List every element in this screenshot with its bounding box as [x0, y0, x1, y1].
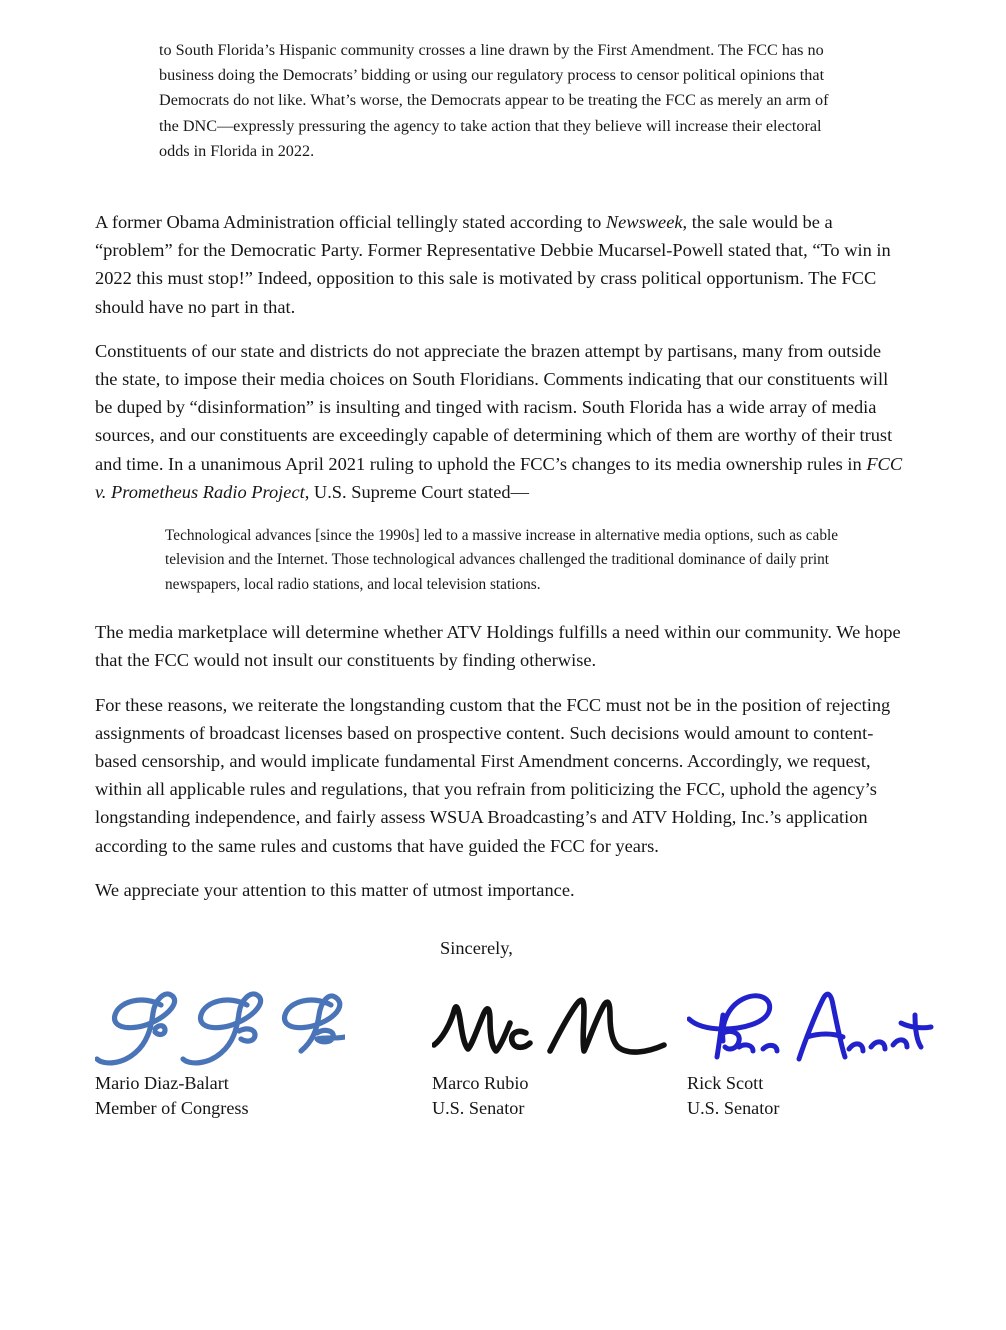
signature-column-scott [687, 985, 947, 1121]
paragraph-for-these-reasons: For these reasons, we reiterate the longstanding custom that the FCC must not be in the position of rejecting assignments of broadcast licenses based on prospective content. Such decisions would amount to content-based censorship, and would implicate fundamental First Amendment concerns. Accordingly, we request, within all applicable rules and regulations, that you refrain from politicizing the FCC, uphold the agency’s longstanding independence, and fairly assess WSUA Broadcasting’s and ATV Holding, Inc.’s application according to the same rules and customs that have guided the FCC for years. [95, 694, 891, 856]
paragraph-appreciation: We appreciate your attention to this matter of utmost importance. [95, 879, 575, 900]
case-citation-italic: FCC v. Prometheus Radio Project [95, 453, 903, 502]
signature-block [95, 985, 925, 1145]
paragraph-newsweek [95, 208, 907, 321]
paragraph-text-part: , U.S. Supreme Court stated— [304, 481, 529, 502]
paragraph-constituents [95, 337, 907, 506]
signature-title: U.S. Senator [687, 1098, 780, 1118]
quote-text: Technological advances [since the 1990s] led to a massive increase in alternative media options, such as cable television and the Internet. Those technological advances challenged the traditional dominance of daily print newspapers, local radio stations, and local television stations. [165, 527, 839, 593]
signature-column-diaz-balart [95, 985, 355, 1121]
publication-name-italic: Newsweek [605, 212, 683, 232]
letter-body [95, 208, 907, 958]
signature-image-marco-rubio [432, 985, 682, 1071]
paragraph-text-part: , the sale would be a “problem” for the Democratic Party. Former Representative Debbie Mucarsel-Powell stated that, “To win in 2022 this must stop!” Indeed, opposition to this sale is motivated by crass political opportunism. The FCC should have no part in that. [95, 212, 891, 317]
signature-title: U.S. Senator [432, 1098, 525, 1118]
closing-salutation: Sincerely, [440, 938, 513, 958]
paragraph-media-marketplace: The media marketplace will determine whether ATV Holdings fulfills a need within our community. We hope that the FCC would not insult our constituents by finding otherwise. [95, 622, 901, 671]
supreme-court-quote [95, 521, 865, 600]
signature-column-rubio [432, 985, 692, 1121]
signature-title: Member of Congress [95, 1098, 249, 1118]
signature-name: Mario Diaz-Balart [95, 1073, 229, 1093]
paragraph-text-part: Constituents of our state and districts do not appreciate the brazen attempt by partisans, many from outside the state, to impose their media choices on South Floridians. Comments indicating that our constituents will be duped by “disinformation” is insulting and tinged with racism. South Florida has a wide array of media sources, and our constituents are exceedingly capable of determining which of them are worthy of their trust and time. In a unanimous April 2021 ruling to uphold the FCC’s changes to its media ownership rules in [95, 340, 893, 474]
continuation-paragraph: to South Florida’s Hispanic community crosses a line drawn by the First Amendment. The FCC has no business doing the Democrats’ bidding or using our regulatory process to censor political opinions that Democrats do not like. What’s worse, the Democrats appear to be treating the FCC as merely an arm of the DNC—expressly pressuring the agency to take action that they believe will increase their electoral odds in Florida in 2022. [159, 41, 829, 160]
signature-image-mario-diaz-balart [95, 985, 345, 1071]
signature-name: Marco Rubio [432, 1073, 529, 1093]
paragraph-text-part: A former Obama Administration official tellingly stated according to [95, 212, 606, 232]
signature-image-rick-scott [687, 985, 937, 1071]
signature-name: Rick Scott [687, 1073, 764, 1093]
